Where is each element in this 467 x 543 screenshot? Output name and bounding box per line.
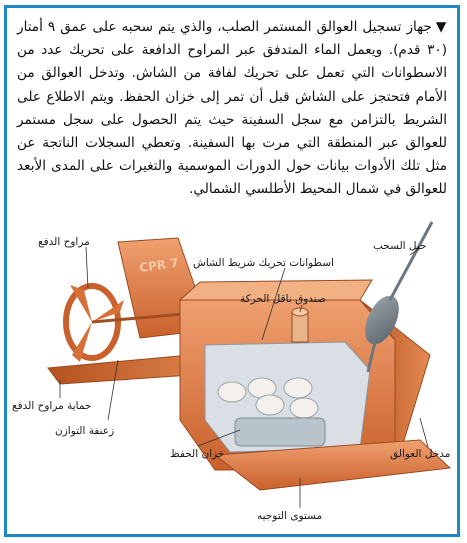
label-guide-plane: مستوى التوجيه bbox=[257, 510, 323, 522]
body-marking: CPR 7 bbox=[138, 255, 180, 275]
label-propeller: مراوح الدفع bbox=[38, 236, 90, 248]
recorder-body bbox=[180, 280, 395, 470]
label-rollers: اسطوانات تحريك شريط الشاش bbox=[193, 257, 334, 269]
gearbox bbox=[292, 308, 308, 342]
storage-tank bbox=[235, 418, 325, 446]
bullet-icon: ▼ bbox=[435, 19, 447, 35]
label-propeller-guard: حماية مراوح الدفع bbox=[12, 400, 92, 412]
description-text: جهاز تسجيل العوالق المستمر الصلب، والذي يتم سحبه على عمق ٩ أمتار (٣٠ قدم). ويعمل الماء المتدفق عبر المراوح الدافعة على تحريك عدد من الاسطوانات التي تعمل على تحريك لفافة من الشاش. وتدخل العوالق من الأمام فتحتجز على الشاش قبل أن تمر إلى خزان الحفظ. ويتم الاطلاع على الشريط بالتزامن مع سجل السفينة حيث يتم الحصول على سجل مستمر للعوالق عبر المنطقة التي مرت بها السفينة. وتعطي السجلات الناتجة عن مثل تلك الأدوات بيانات حول الدورات الموسمية والتغيرات على المدى الأبعد للعوالق في شمال المحيط الأطلسي الشمالي. bbox=[17, 19, 447, 198]
label-plankton-inlet: مدخل العوالق bbox=[390, 448, 451, 460]
label-gearbox: صندوق ناقل الحركة bbox=[240, 293, 326, 305]
label-storage-tank: خزان الحفظ bbox=[170, 448, 225, 460]
label-stabilizer-fin: زعنفة التوازن bbox=[55, 425, 115, 437]
label-tow-cable: حبل السحب bbox=[373, 240, 427, 252]
